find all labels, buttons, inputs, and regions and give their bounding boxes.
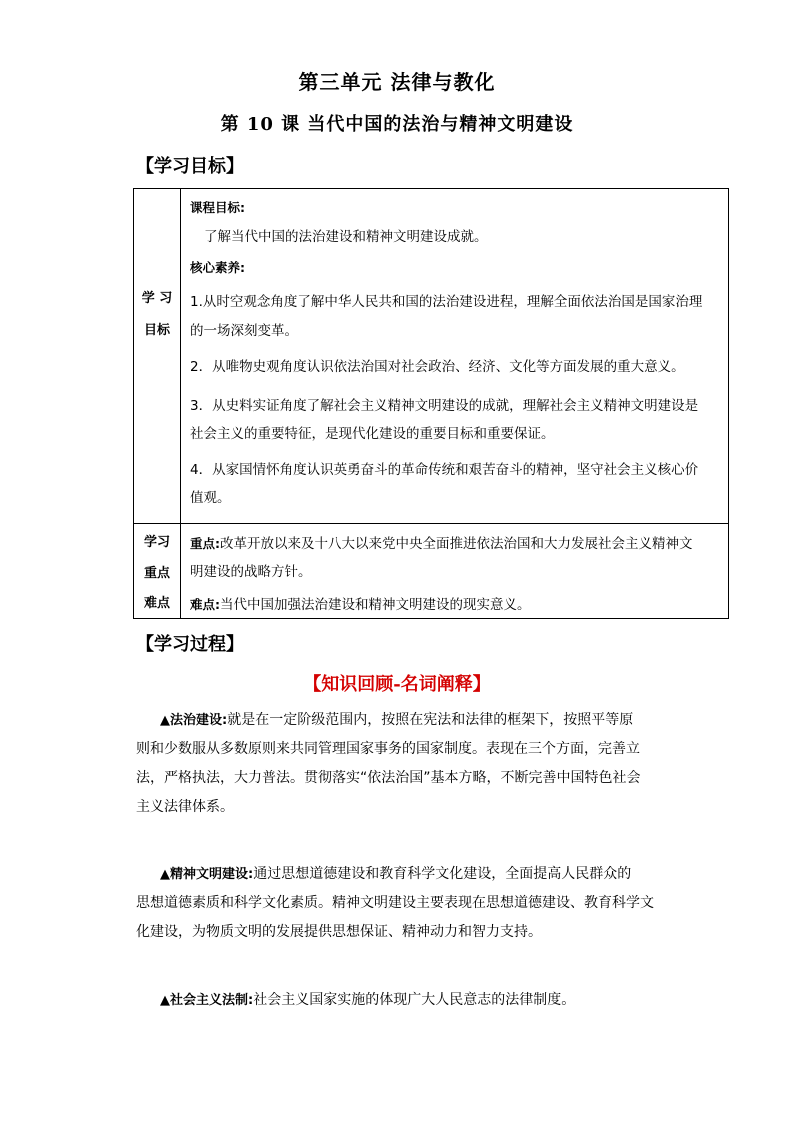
term2-line3: 化建设，为物质文明的发展提供思想保证、精神动力和智力支持。 — [136, 924, 542, 940]
term3-label: ▲社会主义法制: — [160, 993, 254, 1008]
knowledge-review-heading: 【知识回顾-名词阐释】 — [303, 674, 491, 695]
goal-item-1-line1: 1.从时空观念角度了解中华人民共和国的法治建设进程，理解全面依法治国是国家治理 — [190, 294, 703, 310]
term1-text: 就是在一定阶级范围内，按照在宪法和法律的框架下，按照平等原 — [227, 712, 634, 728]
term1-line3: 法，严格执法，大力普法。贯彻落实“依法治国”基本方略，不断完善中国特色社会 — [136, 770, 641, 786]
unit-title: 第三单元 法律与教化 — [298, 70, 496, 94]
row2-label-line2: 重点 — [143, 566, 170, 581]
key-point-label: 重点: — [190, 536, 220, 551]
row2-label-line3: 难点 — [143, 596, 170, 611]
difficult-point-label: 难点: — [190, 597, 220, 612]
row1-label-line2: 目标 — [143, 323, 170, 338]
term2-text: 通过思想道德建设和教育科学文化建设，全面提高人民群众的 — [253, 866, 632, 882]
term-rule-of-law — [136, 706, 660, 822]
term1-line1 — [136, 706, 660, 735]
difficult-point — [190, 590, 726, 620]
row1-label-line1: 学 习 — [141, 291, 173, 306]
table-row-divider — [134, 523, 728, 524]
term2-line1 — [136, 860, 660, 889]
goal-item-4-line1: 4．从家国情怀角度认识英勇奋斗的革命传统和艰苦奋斗的精神，坚守社会主义核心价 — [190, 462, 699, 478]
key-point-text: 改革开放以来及十八大以来党中央全面推进依法治国和大力发展社会主义精神文 — [220, 536, 693, 552]
goal-item-4-line2: 值观。 — [190, 490, 231, 506]
course-goal-title: 课程目标: — [190, 200, 245, 215]
key-point-line2: 明建设的战略方针。 — [190, 564, 312, 580]
goal-item-2: 2．从唯物史观角度认识依法治国对社会政治、经济、文化等方面发展的重大意义。 — [190, 359, 685, 375]
term1-line4: 主义法律体系。 — [136, 799, 234, 815]
lesson-title: 第 10 课 当代中国的法治与精神文明建设 — [220, 114, 574, 135]
term2-label: ▲精神文明建设: — [160, 867, 254, 882]
course-goal-text: 了解当代中国的法治建设和精神文明建设成就。 — [204, 229, 488, 245]
row2-label-line1: 学习 — [143, 535, 170, 550]
goals-table — [133, 188, 729, 619]
term2-line2: 思想道德素质和科学文化素质。精神文明建设主要表现在思想道德建设、教育科学文 — [136, 895, 654, 911]
key-point-line1 — [190, 529, 726, 559]
term3-line1 — [136, 986, 660, 1015]
term1-label: ▲法治建设: — [160, 713, 228, 728]
term-socialist-legal-system — [136, 986, 660, 1015]
table-column-divider — [180, 189, 181, 618]
process-section-heading: 【学习过程】 — [136, 634, 244, 655]
core-literacy-title: 核心素养: — [190, 260, 245, 275]
difficult-point-text: 当代中国加强法治建设和精神文明建设的现实意义。 — [220, 597, 531, 613]
goal-item-3-line2: 社会主义的重要特征，是现代化建设的重要目标和重要保证。 — [190, 426, 555, 442]
goals-section-heading: 【学习目标】 — [136, 156, 244, 177]
term3-text: 社会主义国家实施的体现广大人民意志的法律制度。 — [253, 992, 576, 1008]
goal-item-3-line1: 3．从史料实证角度了解社会主义精神文明建设的成就，理解社会主义精神文明建设是 — [190, 398, 699, 414]
term1-line2: 则和少数服从多数原则来共同管理国家事务的国家制度。表现在三个方面，完善立 — [136, 741, 640, 757]
term-spiritual-civilization — [136, 860, 660, 947]
goal-item-1-line2: 的一场深刻变革。 — [190, 323, 298, 339]
